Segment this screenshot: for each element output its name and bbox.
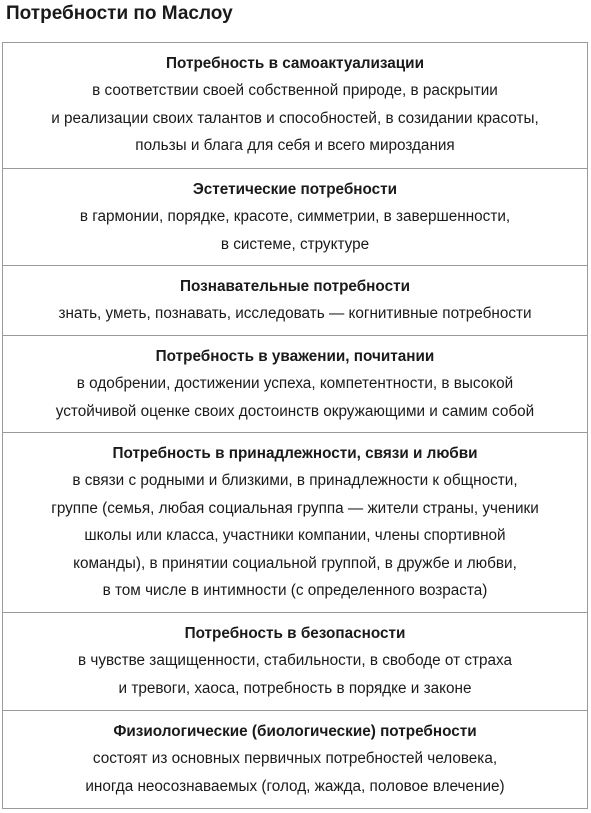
table-row-safety (3, 613, 587, 711)
row-text: в чувстве защищенности, стабильности, в свободе от страха (77, 652, 513, 669)
row-text: школы или класса, участники компании, члены спортивной (84, 527, 506, 544)
row-text: в системе, структуре (220, 235, 370, 253)
table-row-self-actualization (3, 43, 587, 169)
row-text: в том числе в интимности (с определенного возраста) (102, 582, 488, 599)
row-heading: Потребность в безопасности (184, 625, 406, 642)
row-text: в соответствии своей собственной природе, в раскрытии (92, 82, 498, 99)
row-heading: Эстетические потребности (192, 181, 398, 198)
table-row-aesthetic (3, 169, 587, 266)
row-text: устойчивой оценке своих достоинств окружающими и самим собой (55, 402, 535, 420)
row-text: группе (семья, любая социальная группа — жители страны, ученики (51, 499, 539, 517)
row-text: знать, уметь, познавать, исследовать — когнитивные потребности (58, 305, 532, 322)
row-text: команды), в принятии социальной группой, в дружбе и любви, (73, 554, 517, 572)
row-text: в связи с родными и близкими, в принадлежности к общности, (72, 472, 518, 489)
row-heading: Потребность в принадлежности, связи и любви (112, 445, 478, 462)
row-text: и тревоги, хаоса, потребность в порядке и законе (118, 679, 472, 697)
row-text: и реализации своих талантов и способностей, в созидании красоты, (51, 109, 539, 127)
needs-table (2, 42, 588, 809)
row-text: иногда неосознаваемых (голод, жажда, половое влечение) (85, 777, 505, 795)
row-text: в гармонии, порядке, красоте, симметрии, в завершенности, (79, 208, 511, 225)
table-row-belonging (3, 433, 587, 613)
row-text: пользы и блага для себя и всего мироздания (135, 137, 455, 154)
row-text: в одобрении, достижении успеха, компетентности, в высокой (76, 375, 514, 392)
row-text: состоят из основных первичных потребностей человека, (92, 750, 498, 767)
row-heading: Познавательные потребности (180, 278, 410, 295)
row-heading: Физиологические (биологические) потребности (113, 723, 477, 740)
table-row-cognitive (3, 266, 587, 336)
row-heading: Потребность в самоактуализации (166, 55, 424, 72)
page-title: Потребности по Маслоу (6, 3, 233, 24)
table-row-physiological (3, 711, 587, 809)
row-heading: Потребность в уважении, почитании (155, 348, 435, 365)
table-row-esteem (3, 336, 587, 433)
